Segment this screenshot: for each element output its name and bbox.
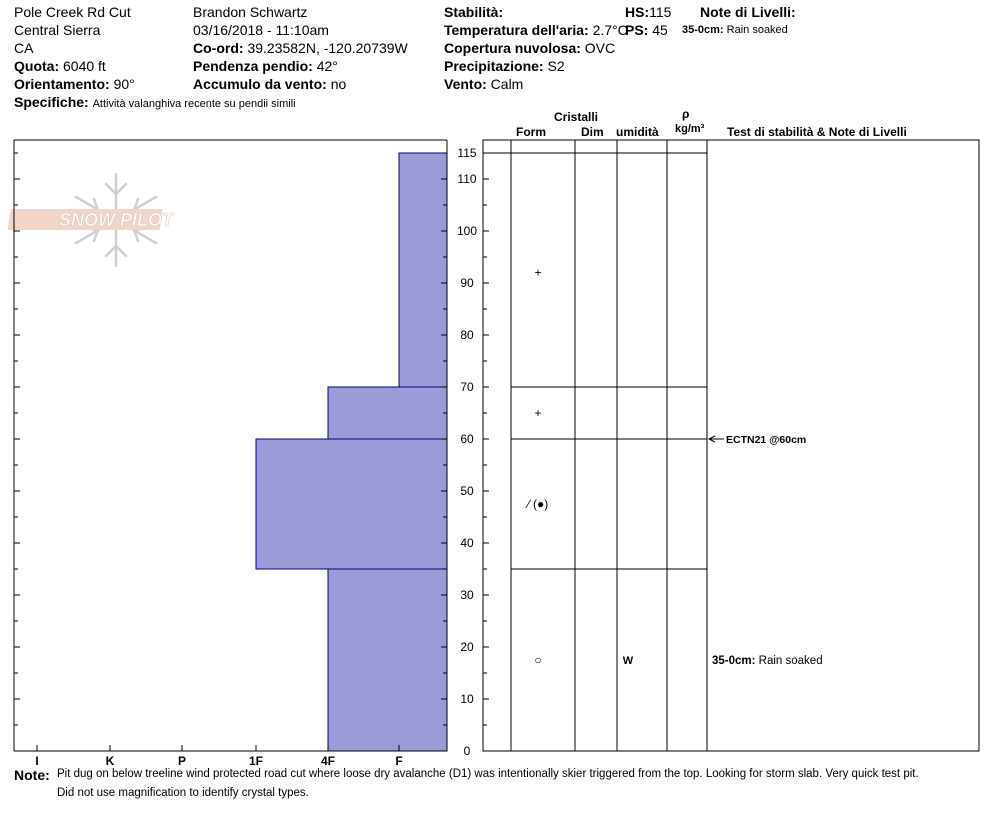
crystal-form-1: +	[534, 406, 542, 420]
snow-height-value: 115	[649, 4, 672, 20]
layer-notes-title: Note di Livelli:	[700, 4, 796, 20]
specifics-label: Specifiche:	[14, 94, 89, 110]
snow-height-label: HS:	[625, 4, 650, 20]
pit-depth-value: 45	[652, 22, 668, 38]
depth-label-60: 60	[460, 432, 474, 446]
snowpilot-logo	[8, 174, 175, 266]
slope-angle-value: 42°	[316, 58, 338, 74]
depth-label-30: 30	[460, 588, 474, 602]
air-temp-value: 2.7°C	[592, 22, 628, 38]
depth-label-20: 20	[460, 640, 474, 654]
sky-cover-label: Copertura nuvolosa:	[444, 40, 581, 56]
slope-angle-label: Pendenza pendio:	[193, 58, 313, 74]
depth-label-110: 110	[457, 172, 477, 186]
crystal-form-2: ⁄ (●)	[527, 497, 549, 511]
aspect-value: 90°	[113, 76, 135, 92]
hardness-bar-0	[399, 153, 447, 387]
mountain-range: Central Sierra	[14, 22, 101, 38]
depth-label-70: 70	[460, 380, 474, 394]
observer-name: Brandon Schwartz	[193, 4, 308, 20]
stability-test-0: ECTN21 @60cm	[726, 434, 807, 446]
depth-label-10: 10	[460, 692, 474, 706]
depth-label-80: 80	[460, 328, 474, 342]
wind-loading-label: Accumulo da vento:	[193, 76, 327, 92]
state: CA	[14, 40, 34, 56]
precipitation-value: S2	[547, 58, 565, 74]
aspect-label: Orientamento:	[14, 76, 110, 92]
wetness-3: W	[622, 655, 634, 667]
notes-line-2: Did not use magnification to identify crystal types.	[57, 787, 309, 799]
depth-label-0: 0	[463, 744, 471, 758]
elevation-label: Quota:	[14, 58, 60, 74]
depth-label-115: 115	[457, 146, 477, 160]
precipitation-label: Precipitazione:	[444, 58, 544, 74]
hardness-bar-3	[328, 569, 447, 751]
notes-line-1: Pit dug on below treeline wind protected road cut where loose dry avalanche (D1) was intentionally skier triggered from the top. Looking for storm slab. Very quick test pit.	[57, 768, 919, 780]
depth-label-50: 50	[460, 484, 474, 498]
hardness-bar-1	[328, 387, 447, 439]
elevation-value: 6040 ft	[63, 58, 106, 74]
logo-text: SNOW PILOT	[59, 210, 173, 230]
depth-label-100: 100	[456, 224, 478, 238]
depth-label-90: 90	[460, 276, 474, 290]
layer-note-range: 35-0cm:	[712, 655, 759, 667]
depth-label-40: 40	[460, 536, 474, 550]
sky-cover-value: OVC	[584, 40, 616, 56]
location-name: Pole Creek Rd Cut	[14, 4, 131, 20]
hardness-label-1F: 1F	[248, 754, 264, 768]
size-header: Dim	[581, 125, 604, 139]
pit-depth-label: PS:	[625, 22, 649, 38]
wind-loading-value: no	[330, 76, 347, 92]
density-header: ρ	[682, 107, 690, 121]
wind-value: Calm	[490, 76, 524, 92]
coordinates-value: 39.23582N, -120.20739W	[247, 40, 408, 56]
hardness-label-K: K	[105, 754, 115, 768]
form-header: Form	[516, 125, 546, 139]
air-temp-label: Temperatura dell'aria:	[444, 22, 589, 38]
layer-notes-summary-text: Rain soaked	[726, 24, 788, 36]
hardness-label-I: I	[35, 754, 39, 768]
observation-datetime: 03/16/2018 - 11:10am	[193, 22, 329, 38]
layer-note-text: Rain soaked	[758, 655, 823, 667]
specifics-value: Attività valanghiva recente su pendii simili	[92, 98, 296, 110]
hardness-bar-2	[256, 439, 447, 569]
crystals-header: Cristalli	[554, 110, 599, 124]
wind-label: Vento:	[444, 76, 487, 92]
wetness-header: umidità	[616, 125, 659, 139]
hardness-label-4F: 4F	[320, 754, 336, 768]
layer-notes-summary-range: 35-0cm:	[682, 24, 724, 36]
density-unit: kg/m³	[675, 123, 705, 135]
hardness-label-F: F	[395, 754, 403, 768]
stability-label: Stabilità:	[444, 4, 504, 20]
notes-label: Note:	[14, 767, 50, 783]
hardness-label-P: P	[177, 754, 187, 768]
stability-tests-header: Test di stabilità & Note di Livelli	[727, 125, 907, 139]
coordinates-label: Co-ord:	[193, 40, 244, 56]
crystal-form-0: +	[534, 265, 542, 280]
layer-note-0	[712, 655, 823, 667]
crystal-form-3: ○	[534, 653, 542, 667]
